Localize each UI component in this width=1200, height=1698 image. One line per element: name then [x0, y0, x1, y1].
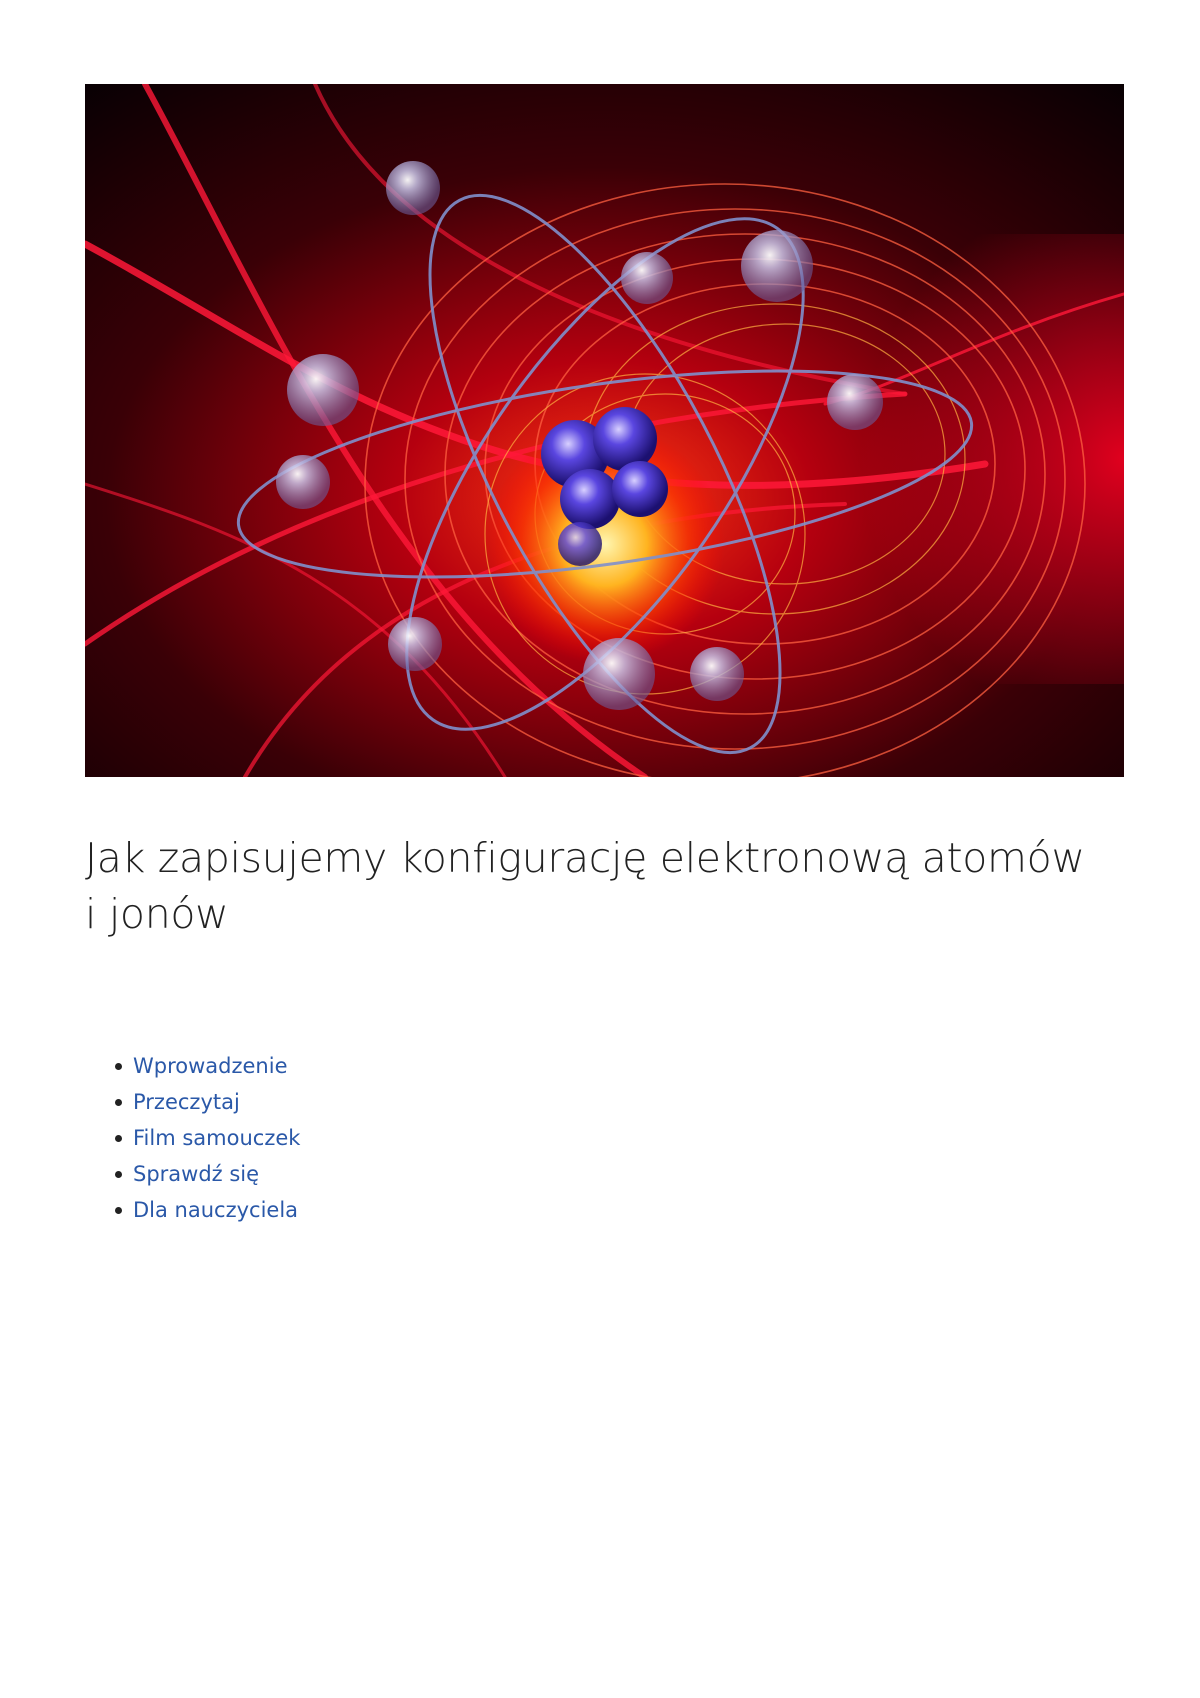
page-title: Jak zapisujemy konfigurację elektronową atomów i jonów	[85, 834, 1085, 938]
toc-item	[133, 1084, 300, 1120]
toc-item	[133, 1192, 300, 1228]
toc-item	[133, 1156, 300, 1192]
toc-item	[133, 1048, 300, 1084]
toc-link-wprowadzenie[interactable]: Wprowadzenie	[133, 1054, 288, 1078]
toc-link-film-samouczek[interactable]: Film samouczek	[133, 1126, 301, 1150]
toc-link-sprawdz-sie[interactable]: Sprawdź się	[133, 1162, 260, 1186]
hero-image	[85, 84, 1124, 777]
table-of-contents	[133, 1048, 300, 1228]
atom-illustration-icon	[85, 84, 1124, 777]
toc-link-przeczytaj[interactable]: Przeczytaj	[133, 1090, 240, 1114]
toc-link-dla-nauczyciela[interactable]: Dla nauczyciela	[133, 1198, 299, 1222]
toc-item	[133, 1120, 300, 1156]
